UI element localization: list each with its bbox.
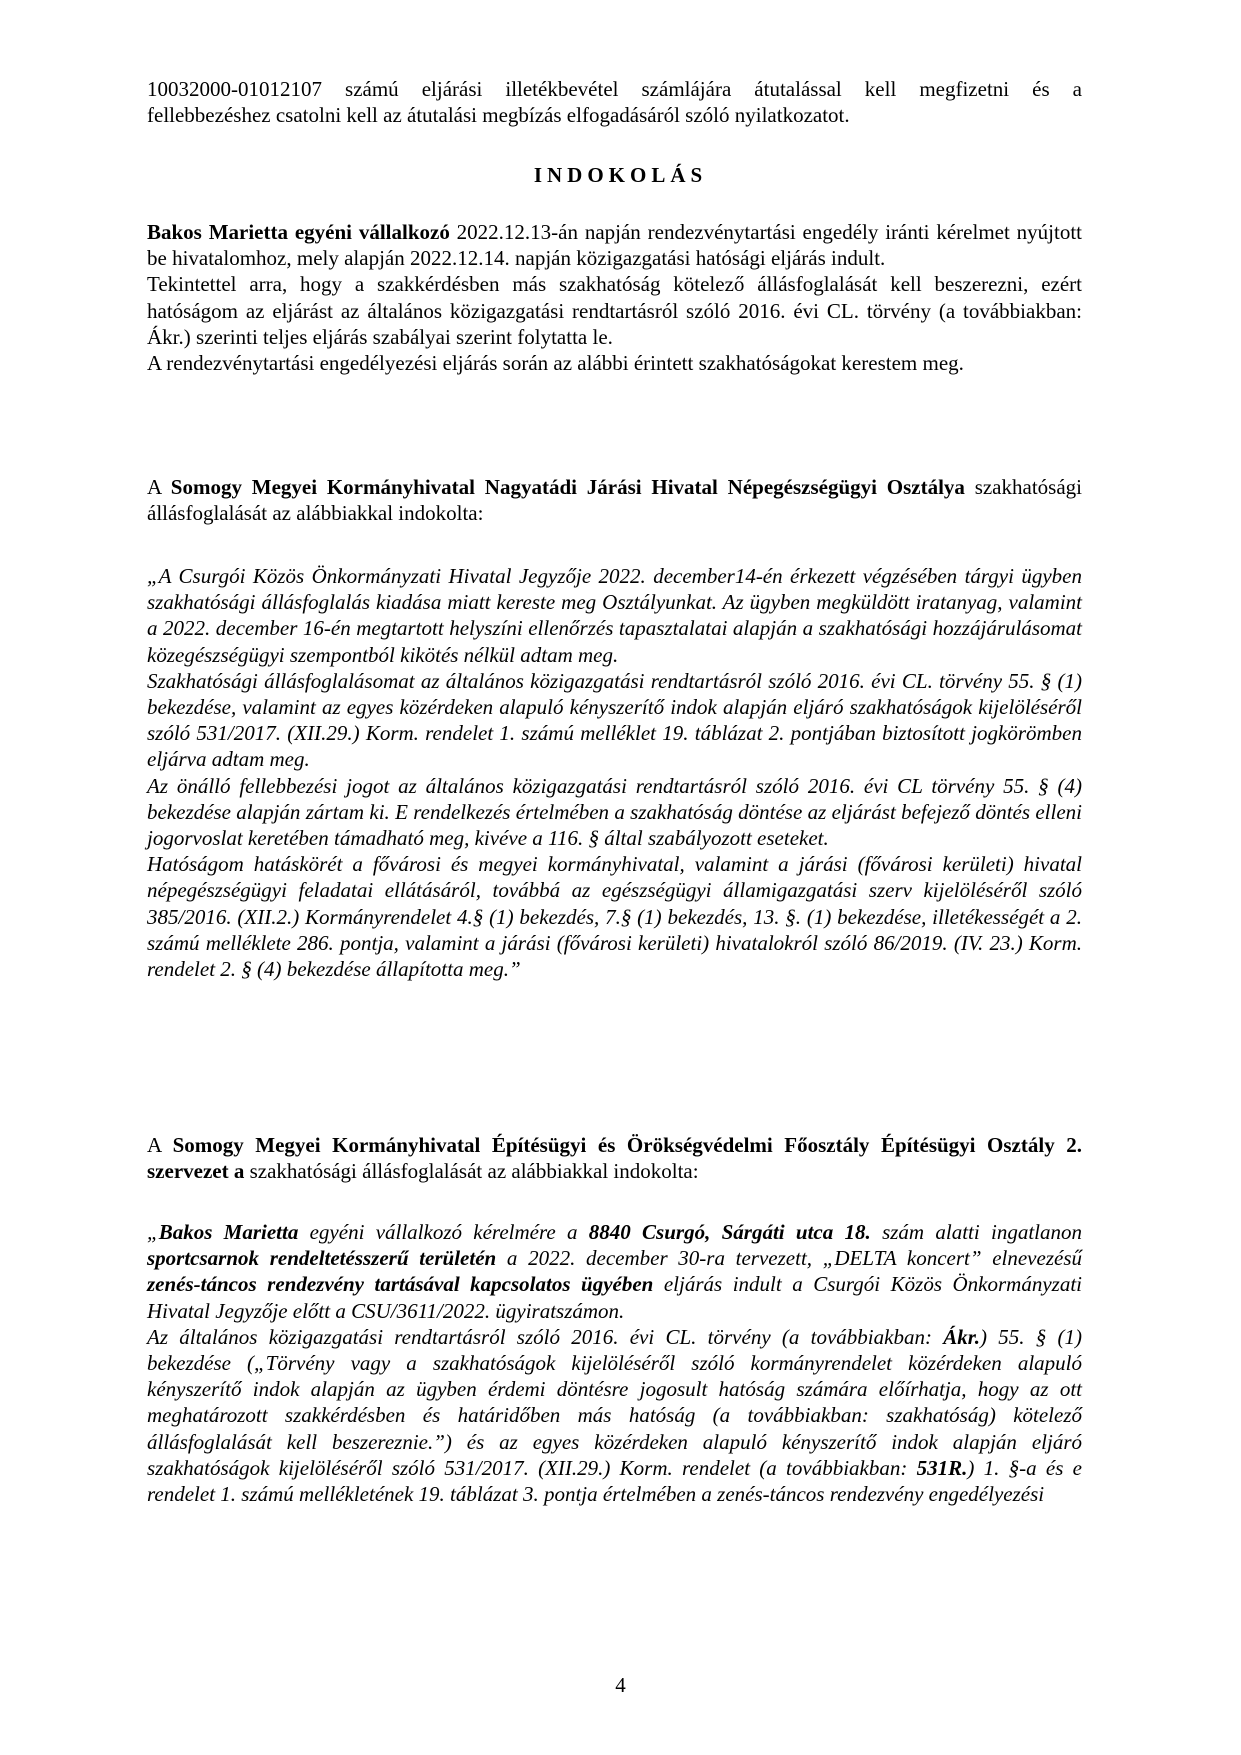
quote-2-text-2: szám alatti ingatlanon <box>870 1220 1082 1244</box>
quote-2-text-1: egyéni vállalkozó kérelmére a <box>298 1220 589 1244</box>
open-quote: „ <box>147 1220 159 1244</box>
quote-1-paragraph-4: Hatóságom hatáskörét a fővárosi és megyei kormányhivatal, valamint a járási (fővárosi kerületi) hivatal népegészségügyi feladatai ellátásáról, továbbá az egészségügyi államigazgatási szerv kijelöléséről szóló 385/2016. (XII.2.) Kormányrendelet 4.§ (1) bekezdés, 7.§ (1) bekezdés, 13. §. (1) bekezdése, illetékességét a 2. számú melléklete 286. pontja, valamint a járási (fővárosi kerületi) hivatalokról szóló 86/2019. (IV. 23.) Korm. rendelet 2. § (4) bekezdése állapította meg.” <box>147 852 1082 982</box>
page-number: 4 <box>615 1673 626 1697</box>
authority-1-lead <box>147 474 1082 526</box>
quote-2-paragraph-1 <box>147 1219 1082 1324</box>
531r-abbrev: 531R. <box>916 1455 968 1480</box>
quote-2-text-3: a 2022. december 30-ra tervezett, „DELTA koncert” elnevezésű <box>496 1246 1082 1271</box>
quote-2-paragraph-2 <box>147 1324 1082 1507</box>
payment-paragraph <box>147 76 1082 128</box>
section-heading: INDOKOLÁS <box>533 163 708 187</box>
intro-section <box>147 219 1082 376</box>
intro-paragraph-1 <box>147 219 1082 271</box>
authority-1-lead-text: szakhatósági állásfoglalását az alábbiakkal indokolta: <box>147 475 1082 526</box>
payment-line-1: 10032000-01012107 számú eljárási illetékbevétel számlájára átutalással kell megfizetni és a <box>147 77 1082 101</box>
authority-2-lead <box>147 1132 1082 1184</box>
quote-2-text-4: eljárás indult a Csurgói Közös Önkormányzati Hivatal Jegyzője előtt a CSU/3611/2022. ügyiratszámon. <box>147 1272 1082 1323</box>
quote-2-p2-text-1: Az általános közigazgatási rendtartásról szóló 2016. évi CL. törvény (a továbbiakban: <box>147 1324 944 1349</box>
lead-article-2: A <box>147 1133 173 1157</box>
event-type: zenés-táncos rendezvény tartásával kapcsolatos ügyében <box>147 1272 654 1297</box>
authority-1-name: Somogy Megyei Kormányhivatal Nagyatádi Járási Hivatal Népegészségügyi Osztálya <box>170 475 965 499</box>
akr-abbrev: Ákr. <box>943 1324 980 1349</box>
venue-function: sportcsarnok rendeltetésszerű területén <box>147 1246 497 1271</box>
intro-paragraph-3: A rendezvénytartási engedélyezési eljárás során az alábbi érintett szakhatóságokat kerestem meg. <box>147 351 964 376</box>
applicant-name: Bakos Marietta egyéni vállalkozó <box>147 220 450 244</box>
lead-article: A <box>147 475 171 499</box>
quote-2-p2-text-3: ) 1. §-a és e rendelet 1. számú mellékletének 19. táblázat 3. pontja értelmében a zenés-táncos rendezvény engedélyezési <box>147 1455 1082 1507</box>
venue-address: 8840 Csurgó, Sárgáti utca 18. <box>588 1220 871 1244</box>
intro-paragraph-1-text: 2022.12.13-án napján rendezvénytartási engedély iránti kérelmet nyújtott be hivatalomhoz, mely alapján 2022.12.14. napján közigazgatási hatósági eljárás indult. <box>147 220 1082 271</box>
payment-line-2: fellebbezéshez csatolni kell az átutalási megbízás elfogadásáról szóló nyilatkozatot. <box>147 103 850 128</box>
quote-1-paragraph-2: Szakhatósági állásfoglalásomat az általános közigazgatási rendtartásról szóló 2016. évi CL. törvény 55. § (1) bekezdése, valamint az egyes közérdeken alapuló kényszerítő indok alapján eljáró szakhatóságok kijelöléséről szóló 531/2017. (XII.29.) Korm. rendelet 1. számú melléklet 19. táblázat 2. pontjában biztosított jogkörömben eljárva adtam meg. <box>147 668 1082 772</box>
applicant-name-bold: Bakos Marietta <box>158 1220 299 1244</box>
intro-paragraph-2: Tekintettel arra, hogy a szakkérdésben más szakhatóság kötelező állásfoglalását kell beszerezni, ezért hatóságom az eljárást az általános közigazgatási rendtartásról szóló 2016. évi CL. törvény (a továbbiakban: Ákr.) szerinti teljes eljárás szabályai szerint folytatta le. <box>147 272 1082 349</box>
authority-2-name: Somogy Megyei Kormányhivatal Építésügyi és Örökségvédelmi Főosztály Építésügyi Osztály 2. szervezet a <box>147 1133 1082 1184</box>
quote-1-paragraph-3: Az önálló fellebbezési jogot az általános közigazgatási rendtartásról szóló 2016. évi CL törvény 55. § (4) bekezdése alapján zártam ki. E rendelkezés értelmében a szakhatóság döntése az eljárást befejező döntés elleni jogorvoslat keretében támadható meg, kivéve a 116. § által szabályozott eseteket. <box>147 773 1082 851</box>
authority-2-lead-text: szakhatósági állásfoglalását az alábbiakkal indokolta: <box>244 1159 699 1184</box>
quote-1-paragraph-1: „A Csurgói Közös Önkormányzati Hivatal Jegyzője 2022. december14-én érkezett végzésében tárgyi ügyben szakhatósági állásfoglalás kiadása miatt kereste meg Osztályunkat. Az ügyben megküldött iratanyag, valamint a 2022. december 16-én megtartott helyszíni ellenőrzés tapasztalatai alapján a szakhatósági hozzájárulásomat közegészségügyi szempontból kikötés nélkül adtam meg. <box>147 564 1082 667</box>
authority-2-quote <box>147 1219 1082 1507</box>
authority-1-quote <box>147 563 1082 982</box>
quote-2-p2-text-2: ) 55. § (1) bekezdése („Törvény vagy a szakhatóságok kijelöléséről szóló kormányrendelet közérdeken alapuló kényszerítő indok alapján az ügyben érdemi döntésre jogosult hatóság számára előírhatja, hogy az ott meghatározott szakkérdésben és határidőben más hatóság (a továbbiakban: szakhatóság) kötelező állásfoglalását kell beszereznie.”) és az egyes közérdeken alapuló kényszerítő indok alapján eljáró szakhatóságok kijelöléséről szóló 531/2017. (XII.29.) Korm. rendelet (a továbbiakban: <box>147 1324 1083 1480</box>
